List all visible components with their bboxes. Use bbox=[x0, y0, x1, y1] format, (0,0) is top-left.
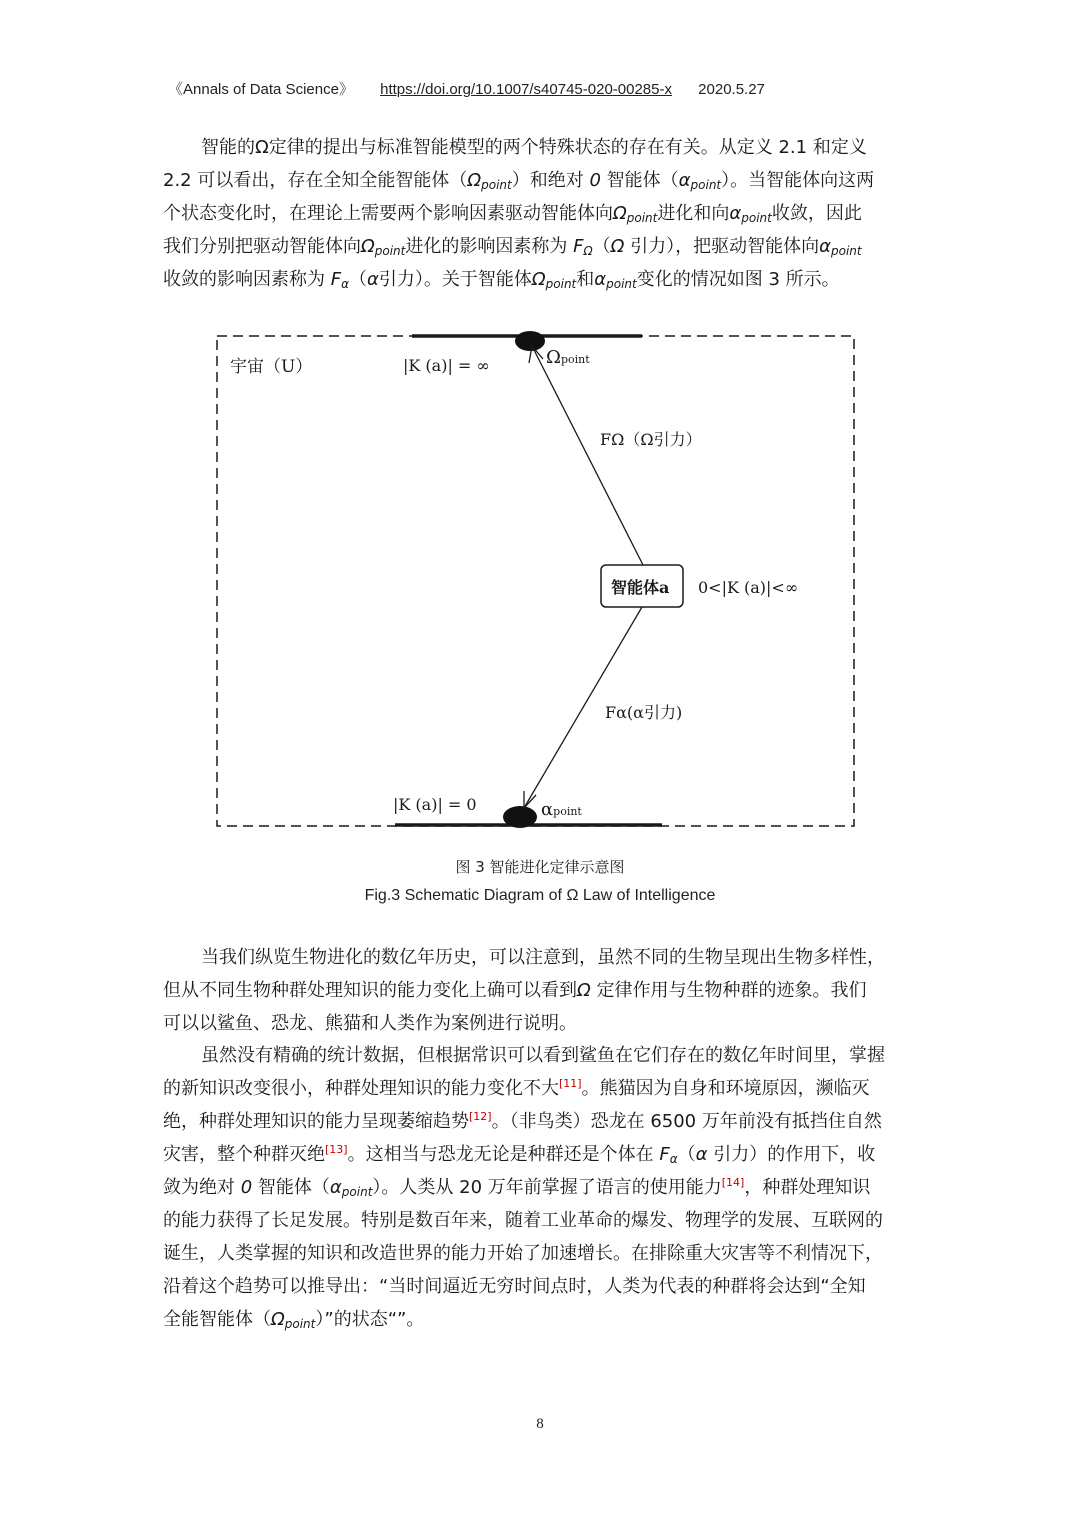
omega-point-dot bbox=[515, 331, 545, 351]
figure-caption-en: Fig.3 Schematic Diagram of Ω Law of Intelligence bbox=[364, 887, 716, 904]
figure-caption-zh: 图 3 智能进化定律示意图 bbox=[455, 858, 625, 876]
f-alpha-label: Fα(α引力) bbox=[605, 703, 683, 722]
p3-line-2: 的新知识改变很小，种群处理知识的能力变化不大[11]。熊猫因为自身和环境原因，濒临灭 bbox=[163, 1077, 870, 1099]
f-omega-label: FΩ（Ω引力） bbox=[600, 430, 702, 449]
p3-line-4: 灾害，整个种群灭绝[13]。这相当与恐龙无论是种群还是个体在 $F_\alpha(\alpha$ 引力）的作用下，收 bbox=[163, 1143, 876, 1166]
p1-line-1: 智能的Ω定律的提出与标准智能模型的两个特殊状态的存在有关。从定义 2.1 和定义 bbox=[201, 137, 867, 158]
omega-point-label: Ωpoint bbox=[546, 347, 590, 368]
p3-line-3: 绝，种群处理知识的能力呈现萎缩趋势[12]。（非鸟类）恐龙在 6500 万年前没有抵挡住自然 bbox=[163, 1110, 882, 1132]
p1-line-2: 2.2 可以看出，存在全知全能智能体$(\Omega_{point})$和绝对 0 智能体$(\alpha_{point})$。当智能体向这两 bbox=[163, 170, 875, 192]
header-date: 2020.5.27 bbox=[698, 81, 765, 98]
p1-line-5: 收敛的影响因素称为 $F_\alpha(\alpha$引力）。关于智能体$\Omega_{point}$和$\alpha_{point}$变化的情况如图 3 所示。 bbox=[163, 269, 840, 291]
p2-line-3: 可以以鲨鱼、恐龙、熊猫和人类作为案例进行说明。 bbox=[163, 1013, 577, 1034]
universe-label: 宇宙（U） bbox=[230, 357, 313, 377]
alpha-point-label: αpoint bbox=[541, 799, 582, 820]
k-zero-label: |K (a)| = 0 bbox=[393, 795, 477, 814]
agent-label: 智能体a bbox=[611, 578, 670, 597]
upper-arrow-line bbox=[532, 346, 643, 565]
page-number: 8 bbox=[536, 1416, 544, 1432]
k-infinite-label: |K (a)| = ∞ bbox=[403, 356, 490, 375]
paragraph-2 bbox=[163, 941, 918, 1040]
journal-name: 《Annals of Data Science》 bbox=[168, 81, 354, 98]
p1-line-3: 个状态变化时，在理论上需要两个影响因素驱动智能体向$\Omega_{point}$进化和向$\alpha_{point}$收敛，因此 bbox=[163, 203, 862, 225]
p3-line-6: 的能力获得了长足发展。特别是数百年来，随着工业革命的爆发、物理学的发展、互联网的 bbox=[163, 1210, 883, 1231]
p3-line-8: 沿着这个趋势可以推导出：“当时间逼近无穷时间点时，人类为代表的种群将会达到“全知 bbox=[163, 1276, 866, 1297]
citation-13[interactable]: [13] bbox=[325, 1143, 348, 1156]
citation-14[interactable]: [14] bbox=[721, 1176, 745, 1189]
p3-line-7: 诞生，人类掌握的知识和改造世界的能力开始了加速增长。在排除重大灾害等不利情况下， bbox=[163, 1243, 883, 1264]
p1-line-4: 我们分别把驱动智能体向$\Omega_{point}$进化的影响因素称为 $F_\Omega(\Omega$ 引力），把驱动智能体向$\alpha_{point}$ bbox=[163, 236, 862, 258]
paragraph-3 bbox=[163, 1039, 918, 1336]
p2-line-1: 当我们纵览生物进化的数亿年历史，可以注意到，虽然不同的生物呈现出生物多样性， bbox=[201, 947, 885, 968]
k-between-label: 0<|K (a)|<∞ bbox=[698, 578, 799, 597]
citation-11[interactable]: [11] bbox=[559, 1077, 582, 1090]
doi-link[interactable]: https://doi.org/10.1007/s40745-020-00285-x bbox=[380, 81, 672, 98]
p2-line-2: 但从不同生物种群处理知识的能力变化上确可以看到Ω 定律作用与生物种群的迹象。我们 bbox=[163, 980, 867, 1001]
p3-line-5: 敛为绝对 0 智能体$(\alpha_{point})$。人类从 20 万年前掌握了语言的使用能力[14]，种群处理知识 bbox=[163, 1176, 871, 1199]
p3-line-1: 虽然没有精确的统计数据，但根据常识可以看到鲨鱼在它们存在的数亿年时间里，掌握 bbox=[201, 1045, 885, 1066]
lower-arrowhead bbox=[524, 791, 536, 808]
alpha-point-dot bbox=[503, 806, 537, 828]
p3-line-9: 全能智能体$(\Omega_{point})$”的状态“”。 bbox=[163, 1309, 425, 1331]
citation-12[interactable]: [12] bbox=[469, 1110, 492, 1123]
